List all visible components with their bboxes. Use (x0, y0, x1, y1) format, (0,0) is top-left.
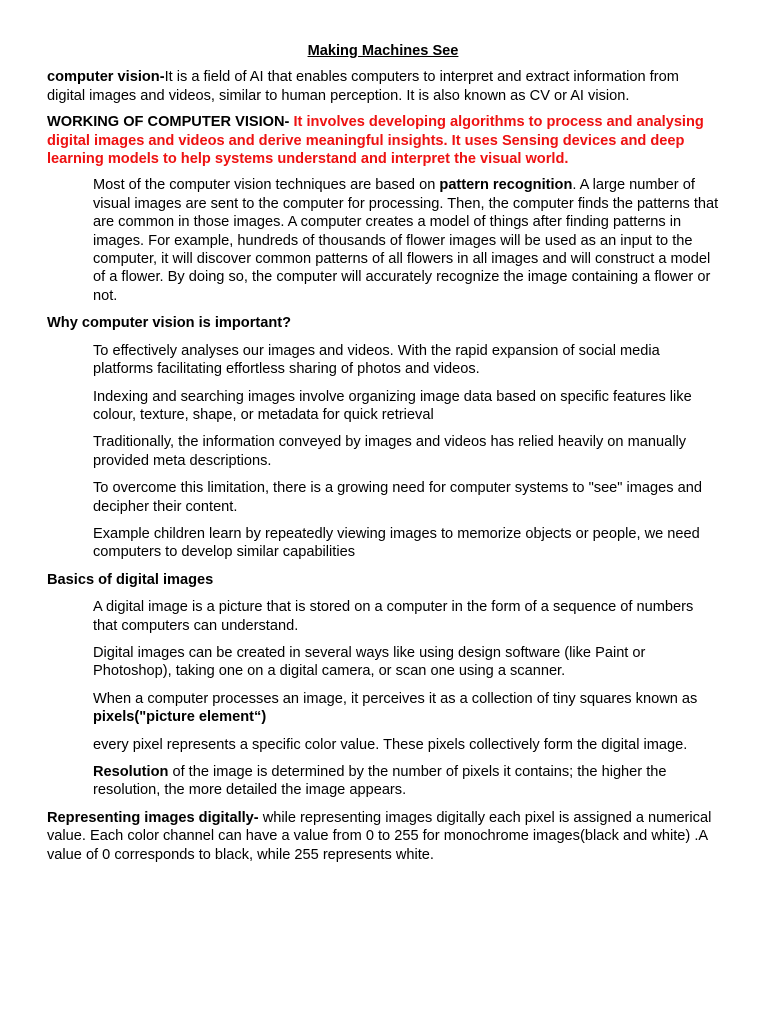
list-item-text: of the image is determined by the number of pixels it contains; the higher the resolution, the more detailed the image appears. (93, 764, 667, 799)
list-item (47, 736, 719, 754)
why-bullet-list (47, 342, 719, 562)
section-heading-basics: Basics of digital images (47, 571, 214, 588)
list-item-text: Most of the computer vision techniques are based on (93, 177, 440, 194)
list-item-text: Indexing and searching images involve organizing image data based on specific features like colour, texture, shape, or metadata for quick retrieval (93, 388, 692, 423)
basics-bullet-list (47, 598, 719, 800)
representing-text: while representing images digitally each pixel is assigned a numerical value. Each color channel can have a value from 0 to 255 for monochrome images(black and white) .A value of 0 corresponds to black, while 255 represents white. (47, 809, 712, 863)
section-heading-why: Why computer vision is important? (47, 315, 292, 332)
list-item-text: Example children learn by repeatedly viewing images to memorize objects or people, we need computers to develop similar capabilities (93, 525, 700, 561)
intro-text: It is a field of AI that enables computers to interpret and extract information from digital images and videos, similar to human perception. It is also known as CV or AI vision. (47, 69, 679, 104)
list-item-bold: pixels("picture element“) (93, 709, 267, 726)
document-page (47, 42, 719, 872)
intro-paragraph (47, 68, 719, 105)
list-item (47, 598, 719, 635)
list-item (47, 176, 719, 305)
list-item (47, 388, 719, 425)
list-item-text: To overcome this limitation, there is a growing need for computer systems to "see" images and decipher their content. (93, 480, 702, 515)
list-item (47, 644, 719, 681)
list-item (47, 763, 719, 800)
list-item (47, 342, 719, 379)
working-text: It involves developing algorithms to process and analysing digital images and videos and derive meaningful insights. It uses Sensing devices and deep learning models to help systems understand and interpret the visual world. (47, 114, 704, 168)
list-item-text: To effectively analyses our images and videos. With the rapid expansion of social media platforms facilitating effortless sharing of photos and videos. (93, 342, 660, 378)
list-item-text: every pixel represents a specific color value. These pixels collectively form the digital image. (93, 736, 688, 753)
list-item-text: Digital images can be created in several ways like using design software (like Paint or Photoshop), taking one on a digital camera, or scan one using a scanner. (93, 644, 646, 680)
working-paragraph (47, 113, 719, 168)
list-item-bold: pattern recognition (439, 177, 573, 194)
list-item (47, 479, 719, 516)
page-title: Making Machines See (307, 43, 459, 59)
representing-heading: Representing images digitally- (47, 809, 259, 826)
list-item (47, 690, 719, 727)
working-bullet-list (47, 176, 719, 305)
list-item-bold: Resolution (93, 764, 169, 780)
list-item-text: . A large number of visual images are sent to the computer for processing. Then, the computer finds the patterns that are common in those images. A computer creates a model of things after finding patterns in images. For example, hundreds of thousands of flower images will be used as an input to the computer, it will discover common patterns of all flowers in all images and will construct a model of a flower. By doing so, the computer will accurately recognize the image containing a flower or not. (93, 177, 719, 304)
representing-paragraph (47, 809, 719, 864)
working-heading: WORKING OF COMPUTER VISION- (47, 114, 290, 131)
list-item (47, 433, 719, 470)
list-item-text: A digital image is a picture that is stored on a computer in the form of a sequence of numbers that computers can understand. (93, 599, 694, 634)
intro-term: computer vision- (47, 69, 165, 86)
list-item-text: When a computer processes an image, it perceives it as a collection of tiny squares known as (93, 690, 698, 707)
list-item-text: Traditionally, the information conveyed by images and videos has relied heavily on manually provided meta descriptions. (93, 434, 686, 469)
list-item (47, 525, 719, 562)
